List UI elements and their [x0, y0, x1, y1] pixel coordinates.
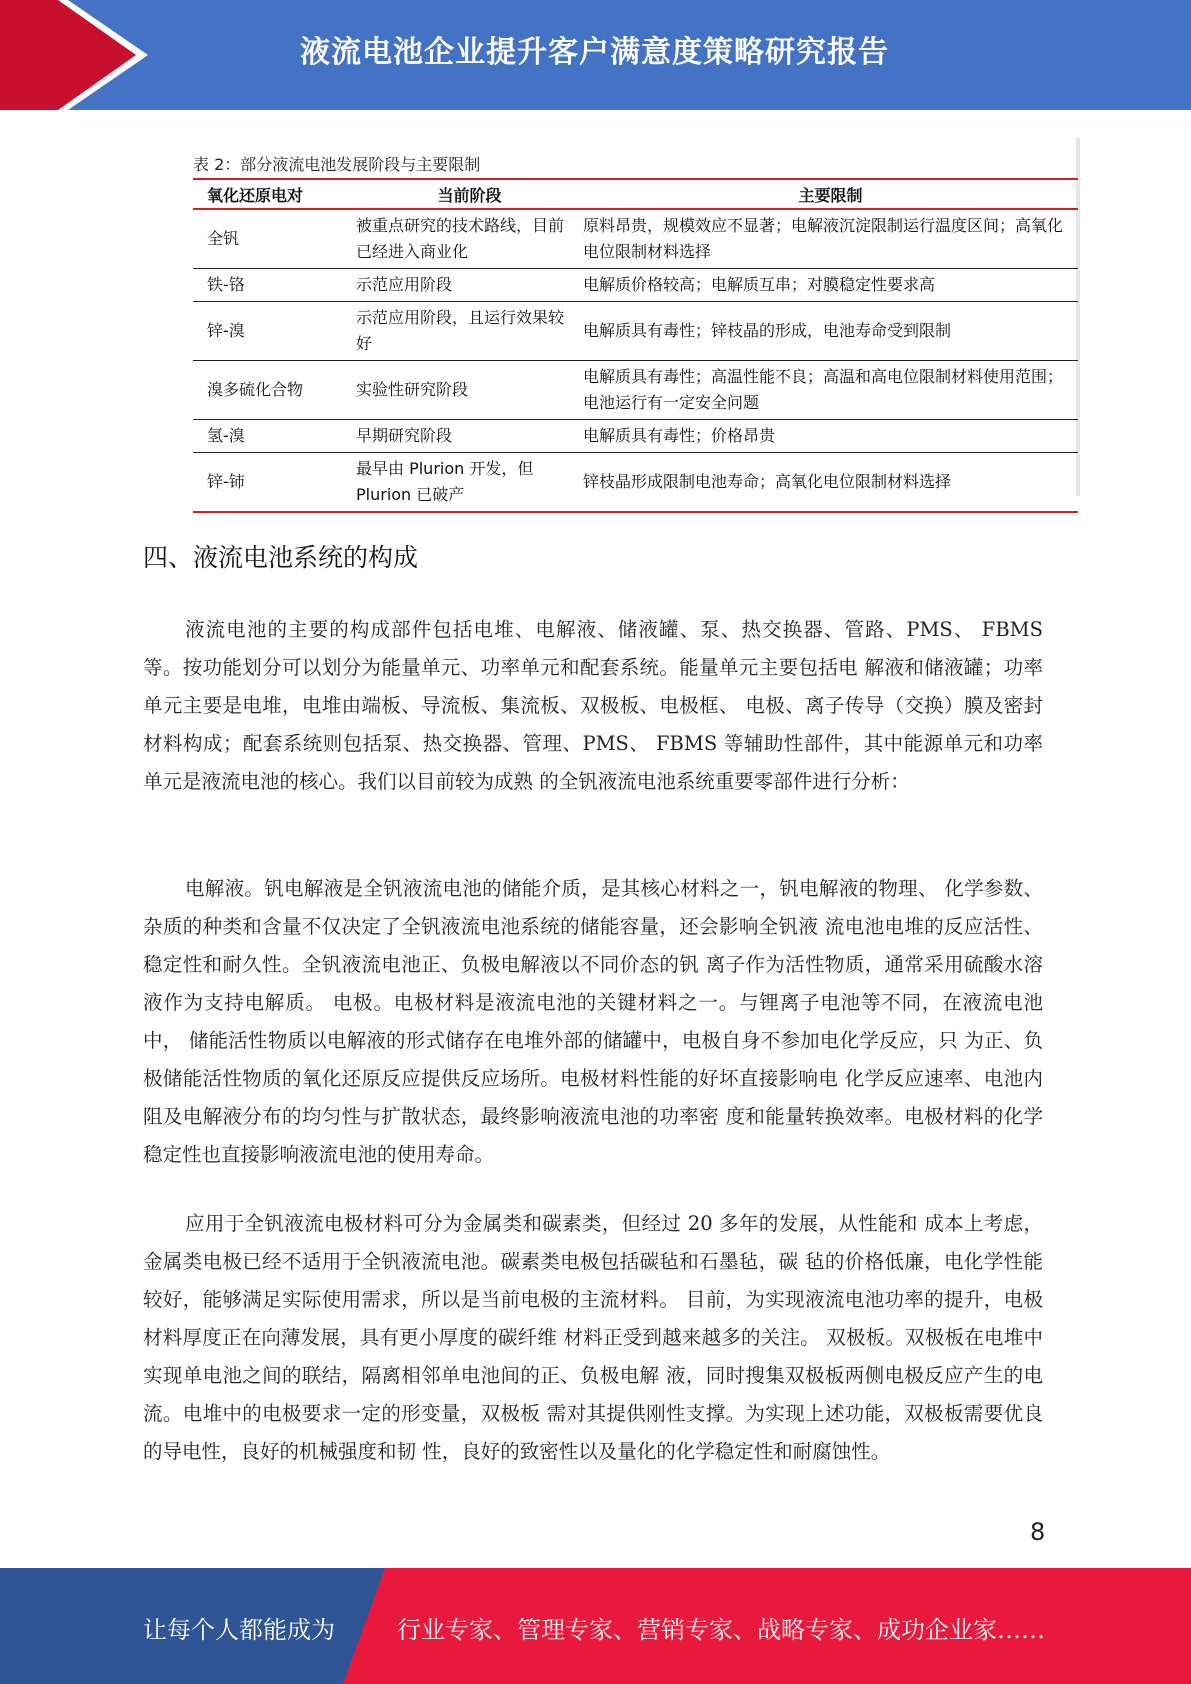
- cell-stage: 示范应用阶段，且运行效果较好: [356, 302, 583, 361]
- column-header: 氧化还原电对: [193, 179, 356, 209]
- cell-stage: 被重点研究的技术路线，目前已经进入商业化: [356, 209, 583, 269]
- cell-pair: 铁-铬: [193, 269, 356, 302]
- page-header: [0, 0, 1191, 110]
- cell-limits: 电解质价格较高；电解质互串；对膜稳定性要求高: [583, 269, 1078, 302]
- footer-slogan-left: 让每个人都能成为: [143, 1616, 335, 1644]
- cell-stage: 示范应用阶段: [356, 269, 583, 302]
- cell-limits: 电解质具有毒性；高温性能不良；高温和高电位限制材料使用范围；电池运行有一定安全问题: [583, 361, 1078, 420]
- cell-stage: 最早由 Plurion 开发，但 Plurion 已破产: [356, 453, 583, 513]
- cell-pair: 锌-铈: [193, 453, 356, 513]
- table-row: [193, 361, 1078, 420]
- cell-pair: 全钒: [193, 209, 356, 269]
- footer-slogan-right: 行业专家、管理专家、营销专家、战略专家、成功企业家……: [397, 1616, 1045, 1644]
- table-row: [193, 420, 1078, 453]
- limitations-table-figure: [193, 138, 1080, 504]
- cell-limits: 电解质具有毒性；价格昂贵: [583, 420, 1078, 453]
- limitations-table: [193, 178, 1078, 513]
- column-header: 主要限制: [583, 179, 1078, 209]
- cell-limits: 电解质具有毒性；锌枝晶的形成，电池寿命受到限制: [583, 302, 1078, 361]
- cell-limits: 锌枝晶形成限制电池寿命；高氧化电位限制材料选择: [583, 453, 1078, 513]
- table-row: [193, 269, 1078, 302]
- table-row: [193, 209, 1078, 269]
- body-paragraph: 液流电池的主要的构成部件包括电堆、电解液、储液罐、泵、热交换器、管路、PMS、 FBMS 等。按功能划分可以划分为能量单元、功率单元和配套系统。能量单元主要包括电 解液和储液罐；功率单元主要是电堆，电堆由端板、导流板、集流板、双极板、电极框、 电极、离子传导（交换）膜及密封材料构成；配套系统则包括泵、热交换器、管理、PMS、 FBMS 等辅助性部件，其中能源单元和功率单元是液流电池的核心。我们以目前较为成熟 的全钒液流电池系统重要零部件进行分析：: [143, 618, 1043, 793]
- section-heading: 四、液流电池系统的构成: [143, 543, 419, 572]
- cell-stage: 实验性研究阶段: [356, 361, 583, 420]
- body-paragraph: 电解液。钒电解液是全钒液流电池的储能介质，是其核心材料之一，钒电解液的物理、 化学参数、杂质的种类和含量不仅决定了全钒液流电池系统的储能容量，还会影响全钒液 流电池电堆的反应活性、稳定性和耐久性。全钒液流电池正、负极电解液以不同价态的钒 离子作为活性物质，通常采用硫酸水溶液作为支持电解质。 电极。电极材料是液流电池的关键材料之一。与锂离子电池等不同，在液流电池中， 储能活性物质以电解液的形式储存在电堆外部的储罐中，电极自身不参加电化学反应，只 为正、负极储能活性物质的氧化还原反应提供反应场所。电极材料性能的好坏直接影响电 化学反应速率、电池内阻及电解液分布的均匀性与扩散状态，最终影响液流电池的功率密 度和能量转换效率。电极材料的化学稳定性也直接影响液流电池的使用寿命。: [143, 877, 1043, 1166]
- cell-pair: 锌-溴: [193, 302, 356, 361]
- header-chevron-icon: [0, 0, 160, 110]
- report-title: 液流电池企业提升客户满意度策略研究报告: [300, 35, 889, 70]
- table-header-row: [193, 179, 1078, 209]
- column-header: 当前阶段: [356, 179, 583, 209]
- cell-pair: 氢-溴: [193, 420, 356, 453]
- table-row: [193, 453, 1078, 513]
- table-row: [193, 302, 1078, 361]
- body-paragraph: 应用于全钒液流电极材料可分为金属类和碳素类，但经过 20 多年的发展，从性能和 成本上考虑，金属类电极已经不适用于全钒液流电池。碳素类电极包括碳毡和石墨毡，碳 毡的价格低廉，电化学性能较好，能够满足实际使用需求，所以是当前电极的主流材料。 目前，为实现液流电池功率的提升，电极材料厚度正在向薄发展，具有更小厚度的碳纤维 材料正受到越来越多的关注。 双极板。双极板在电堆中实现单电池之间的联结，隔离相邻单电池间的正、负极电解 液，同时搜集双极板两侧电极反应产生的电流。电堆中的电极要求一定的形变量，双极板 需对其提供刚性支撑。为实现上述功能，双极板需要优良的导电性，良好的机械强度和韧 性，良好的致密性以及量化的化学稳定性和耐腐蚀性。: [143, 1212, 1043, 1463]
- page-footer: [0, 1568, 1191, 1684]
- table-caption: 表 2：部分液流电池发展阶段与主要限制: [193, 155, 481, 174]
- cell-limits: 原料昂贵，规模效应不显著；电解液沉淀限制运行温度区间；高氧化电位限制材料选择: [583, 209, 1078, 269]
- page-number: 8: [1030, 1518, 1046, 1546]
- cell-stage: 早期研究阶段: [356, 420, 583, 453]
- cell-pair: 溴多硫化合物: [193, 361, 356, 420]
